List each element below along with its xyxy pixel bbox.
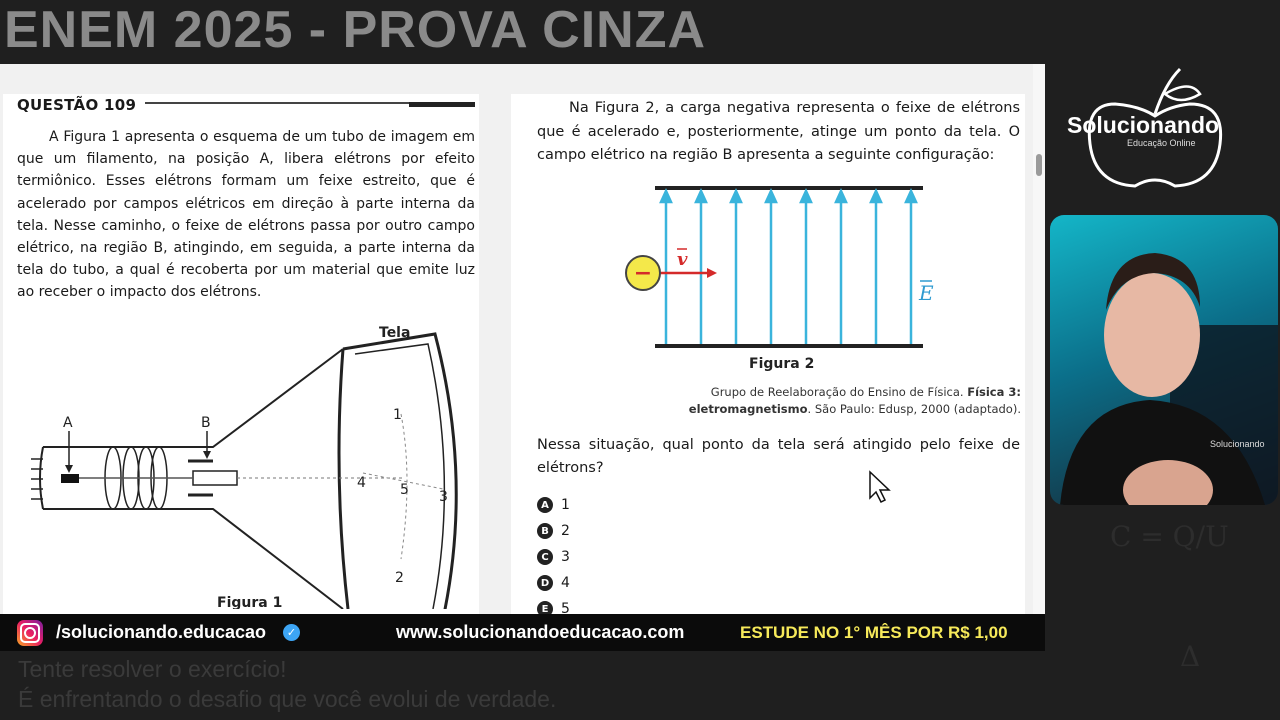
question-text: A Figura 1 apresenta o esquema de um tubo de imagem em que um filamento, na posição A, libera elétrons por efeito termiônico. Esses elétrons formam um feixe estreito, que é acelerado por campos elétricos em direção à parte interna da tela. Nesse caminho, o feixe de elétrons passa por outro campo elétrico, na região B, atingindo, em seguida, a parte interna da tela do tubo, a qual é recoberta por um material que emite luz ao receber o impacto dos elétrons. xyxy=(17,129,475,301)
page-left xyxy=(3,94,479,614)
figure-2-intro: Na Figura 2, a carga negativa representa o feixe de elétrons que é acelerado e, posteriormente, atinge um ponto da tela. O campo elétrico na região B apresenta a seguinte configuração: xyxy=(537,100,1020,163)
alternative-b[interactable] xyxy=(537,518,570,544)
field-line xyxy=(766,191,776,344)
question-header: QUESTÃO 109 xyxy=(17,96,137,114)
label-b: B xyxy=(201,415,211,431)
alt-letter-badge: A xyxy=(537,497,553,513)
field-line xyxy=(871,191,881,344)
footer-bar xyxy=(0,614,1045,651)
alt-letter-badge: E xyxy=(537,601,553,614)
figure-1-caption: Figura 1 xyxy=(217,595,283,609)
source-part: eletromagnetismo xyxy=(688,402,808,416)
logo-subtitle: Educação Online xyxy=(1127,138,1196,148)
source-citation xyxy=(611,384,1021,418)
field-label: E xyxy=(919,281,934,305)
webcam-video xyxy=(1050,215,1278,505)
field-line xyxy=(906,191,916,344)
alternative-d[interactable] xyxy=(537,570,570,596)
document-viewer[interactable] xyxy=(0,64,1045,614)
background-doodle: Δ xyxy=(1180,640,1201,673)
alt-value: 5 xyxy=(561,601,570,614)
point-3: 3 xyxy=(439,489,448,505)
point-4: 4 xyxy=(357,475,366,491)
figure-1-cathode-ray-tube xyxy=(3,309,479,609)
page-right xyxy=(511,94,1025,614)
instagram-handle: /solucionando.educacao xyxy=(56,622,267,642)
header-rule xyxy=(145,102,475,107)
alternatives-list xyxy=(537,492,570,614)
logo-name: Solucionando xyxy=(1067,112,1220,138)
source-part: . São Paulo: Edusp, 2000 (adaptado). xyxy=(807,402,1021,416)
alt-value: 3 xyxy=(561,549,570,565)
velocity-label: v xyxy=(677,249,688,270)
verified-badge-icon: ✓ xyxy=(283,624,300,641)
field-line xyxy=(731,191,741,344)
scrollbar-thumb[interactable] xyxy=(1036,154,1042,176)
alternative-e[interactable] xyxy=(537,596,570,614)
alt-letter-badge: C xyxy=(537,549,553,565)
question-prompt: Nessa situação, qual ponto da tela será atingido pelo feixe de elétrons? xyxy=(537,437,1020,476)
instagram-icon xyxy=(17,620,43,646)
scrollbar[interactable] xyxy=(1033,64,1045,614)
background-doodle: C = Q/U xyxy=(1110,520,1229,553)
promo-text: ESTUDE NO 1° MÊS POR R$ 1,00 xyxy=(740,623,1008,642)
page-title: ENEM 2025 - PROVA CINZA xyxy=(4,1,707,59)
motivation-line-2: É enfrentando o desafio que você evolui de verdade. xyxy=(18,686,557,712)
presenter-silhouette xyxy=(1050,215,1278,505)
field-line xyxy=(801,191,811,344)
source-part: Grupo de Reelaboração do Ensino de Física. xyxy=(710,385,968,399)
label-a: A xyxy=(63,415,73,431)
figure-2-caption: Figura 2 xyxy=(749,356,815,372)
field-line xyxy=(836,191,846,344)
motivation-line-1: Tente resolver o exercício! xyxy=(18,656,287,682)
alt-letter-badge: D xyxy=(537,575,553,591)
shirt-logo-text: Solucionando xyxy=(1210,439,1265,449)
alt-value: 1 xyxy=(561,497,570,513)
point-2: 2 xyxy=(395,570,404,586)
alt-value: 4 xyxy=(561,575,570,591)
alt-value: 2 xyxy=(561,523,570,539)
point-1: 1 xyxy=(393,407,402,423)
charge-sign: − xyxy=(633,261,653,286)
alternative-a[interactable] xyxy=(537,492,570,518)
figure-2-electric-field xyxy=(511,178,1025,358)
field-line xyxy=(661,191,671,344)
alternative-c[interactable] xyxy=(537,544,570,570)
mouse-cursor-icon xyxy=(868,470,894,504)
website-url: www.solucionandoeducacao.com xyxy=(396,622,685,642)
alt-letter-badge: B xyxy=(537,523,553,539)
label-tela: Tela xyxy=(379,325,411,341)
field-line xyxy=(696,191,706,344)
point-5: 5 xyxy=(400,482,409,498)
source-part: Física 3: xyxy=(967,385,1021,399)
